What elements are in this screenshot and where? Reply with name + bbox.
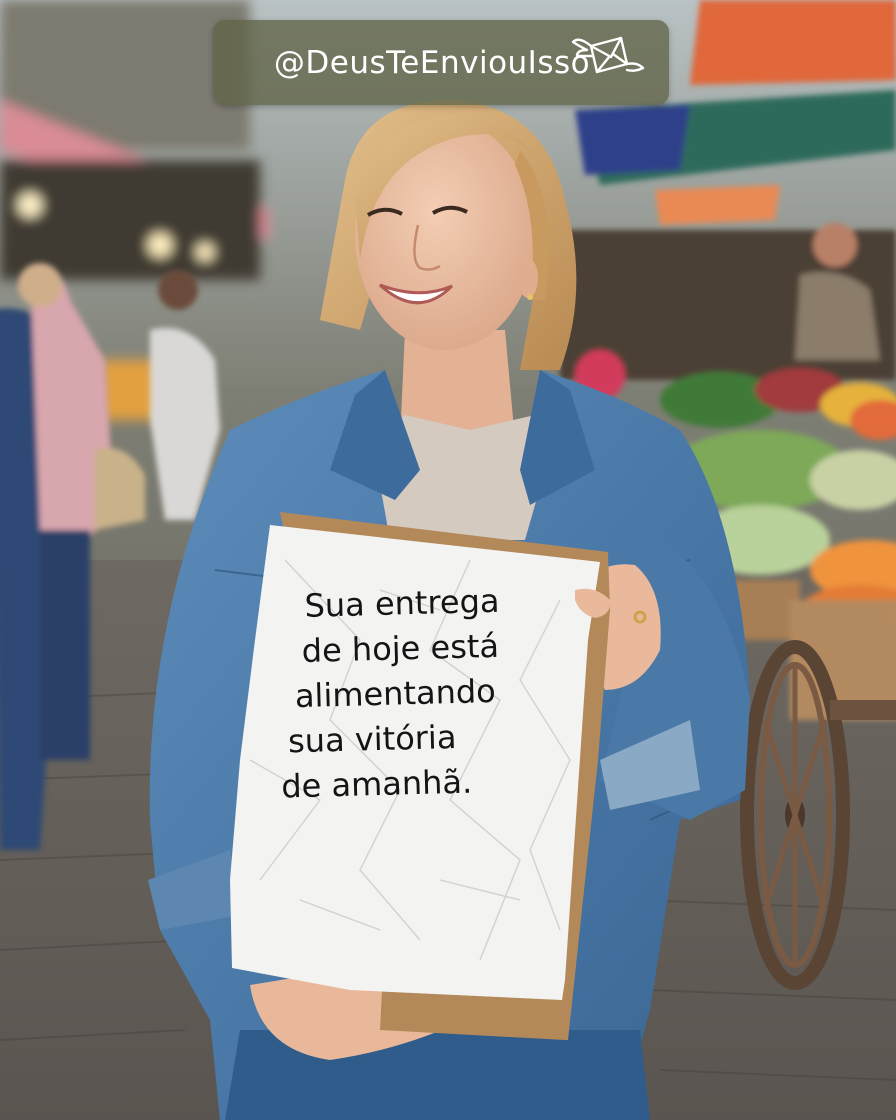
sign-line-4: sua vitória bbox=[287, 717, 457, 761]
sign-line-3: alimentando bbox=[294, 671, 497, 716]
sign-message bbox=[262, 576, 598, 810]
watermark-badge bbox=[213, 20, 669, 105]
winged-envelope-icon bbox=[569, 24, 645, 84]
sign-line-1: Sua entrega bbox=[304, 581, 500, 625]
watermark-handle: @DeusTeEnviouIsso bbox=[273, 44, 591, 81]
sign-line-5: de amanhã. bbox=[280, 762, 473, 806]
sign-line-2: de hoje está bbox=[301, 626, 500, 670]
